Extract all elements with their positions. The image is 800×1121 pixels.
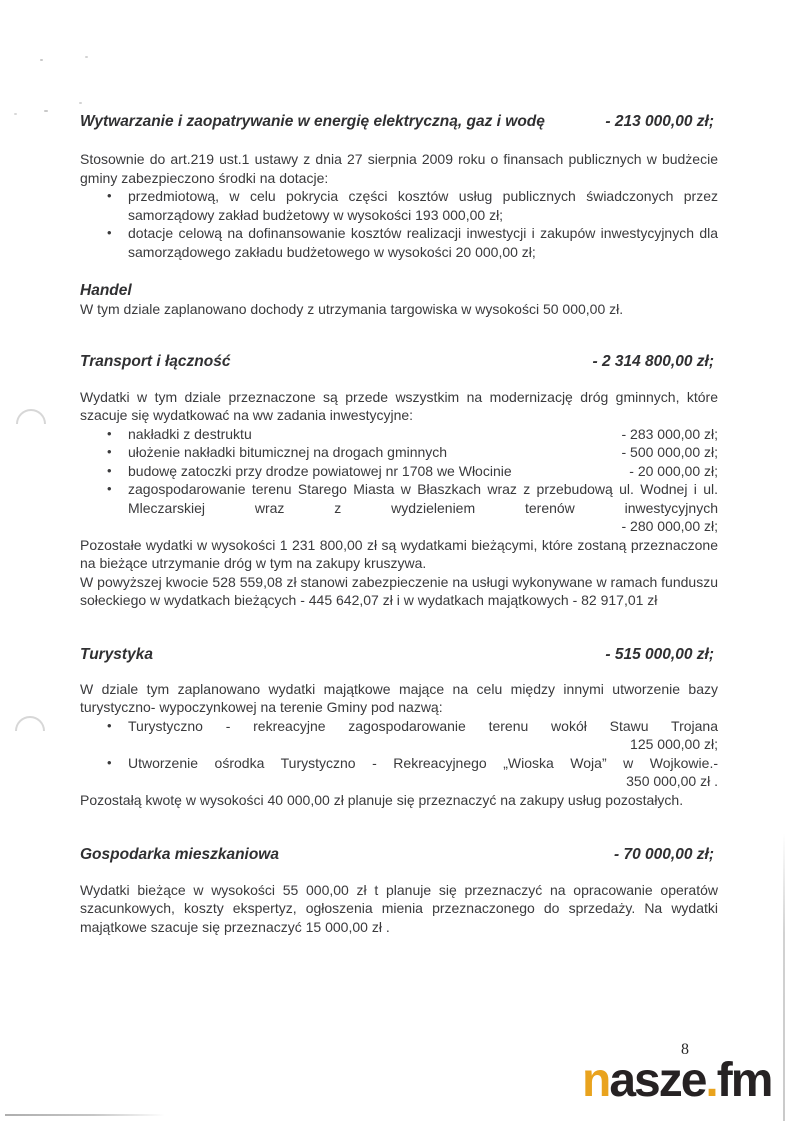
item-amount: 125 000,00 zł; (630, 736, 718, 752)
section-heading-transport (80, 352, 718, 371)
scan-artifact-page-edge-line (783, 833, 785, 1121)
scan-speck (85, 56, 88, 58)
section-title: Wytwarzanie i zaopatrywanie w energię elektryczną, gaz i wodę (80, 113, 545, 130)
scan-speck (14, 113, 17, 115)
bullet-list-transport (80, 425, 718, 536)
scan-speck (79, 102, 82, 104)
bullet-list-turystyka (80, 717, 718, 791)
paragraph-energy-intro: Stosownie do art.219 ust.1 ustawy z dnia 27 sierpnia 2009 roku o finansach publicznych w budżecie gminy zabezpieczono środki na dotacje: (80, 151, 718, 186)
section-title: Gospodarka mieszkaniowa (80, 846, 279, 863)
nasze-fm-logo (582, 1054, 772, 1107)
section-amount: - 70 000,00 zł; (614, 846, 714, 863)
section-title: Transport i łączność (80, 352, 231, 370)
section-amount: - 2 314 800,00 zł; (592, 352, 714, 370)
scan-artifact-bottom-line (5, 1114, 165, 1116)
section-amount: - 515 000,00 zł; (605, 645, 714, 663)
item-label: • budowę zatoczki przy drodze powiatowej nr 1708 we Włocinie (128, 462, 512, 479)
paragraph-transport-2: W powyższej kwocie 528 559,08 zł stanowi zabezpieczenie na usługi wykonywane w ramach funduszu sołeckiego w wydatkach bieżących - 445 642,07 zł i w wydatkach majątkowych - 82 917,01 zł (80, 573, 718, 608)
logo-letter-n: n (582, 1054, 610, 1107)
section-heading-energy (80, 112, 718, 131)
item-amount: - 500 000,00 zł; (621, 444, 718, 460)
scan-artifact-hole-punch-arc (16, 409, 46, 424)
item-amount: - 280 000,00 zł; (621, 518, 718, 534)
section-heading-handel (80, 281, 718, 300)
list-item: • przedmiotową, w celu pokrycia części kosztów usług publicznych świadczonych przez samorządowy zakład budżetowy w wysokości 193 000,00 zł; (80, 187, 718, 224)
list-item: • dotacje celową na dofinansowanie kosztów realizacji inwestycji i zakupów inwestycyjnych dla samorządowego zakładu budżetowego w wysokości 20 000,00 zł; (80, 224, 718, 261)
item-label: • Turystyczno - rekreacyjne zagospodarowanie terenu wokół Stawu Trojana (128, 717, 718, 734)
section-heading-gospodarka (80, 845, 718, 864)
logo-letters-fm: fm (716, 1054, 772, 1107)
paragraph-gospodarka-1: Wydatki bieżące w wysokości 55 000,00 zł t planuje się przeznaczyć na opracowanie operatów szacunkowych, koszty ekspertyz, ogłoszenia mienia przeznaczonego do sprzedaży. Na wydatki majątkowe szacuje się przeznaczyć 15 000,00 zł . (80, 881, 718, 935)
item-label: • Utworzenie ośrodka Turystyczno - Rekreacyjnego „Wioska Woja” w Wojkowie.- (128, 754, 718, 771)
list-item (80, 443, 718, 462)
section-title: Handel (80, 282, 132, 299)
item-amount: - 20 000,00 zł; (629, 462, 718, 479)
paragraph-transport-intro: Wydatki w tym dziale przeznaczone są przede wszystkim na modernizację dróg gminnych, które szacuje się wydatkować na ww zadania inwestycyjne: (80, 388, 718, 423)
section-amount: - 213 000,00 zł; (605, 113, 714, 130)
list-item (80, 462, 718, 481)
item-label: • ułożenie nakładki bitumicznej na drogach gminnych (128, 444, 448, 460)
section-heading-turystyka (80, 645, 718, 664)
page-number: 8 (681, 1041, 689, 1058)
bullet-list-energy (80, 187, 718, 261)
item-label: • nakładki z destruktu (128, 425, 252, 442)
list-item (80, 717, 718, 754)
item-label: • zagospodarowanie terenu Starego Miasta w Błaszkach wraz z przebudową ul. Wodnej i ul. Mleczarskiej wraz z wydzieleniem terenów inwestycyjnych (128, 481, 718, 516)
list-item (80, 480, 718, 536)
logo-letters-asze: asze (609, 1054, 706, 1107)
item-amount: - 283 000,00 zł; (621, 425, 718, 442)
paragraph-turystyka-intro: W dziale tym zaplanowano wydatki majątkowe mające na celu między innymi utworzenie bazy turystyczno- wypoczynkowej na terenie Gminy pod nazwą: (80, 680, 718, 715)
paragraph-handel: W tym dziale zaplanowano dochody z utrzymania targowiska w wysokości 50 000,00 zł. (80, 301, 624, 317)
scan-speck (40, 59, 43, 61)
paragraph-transport-1: Pozostałe wydatki w wysokości 1 231 800,00 zł są wydatkami bieżącymi, które zostaną przeznaczone na bieżące utrzymanie dróg w tym na zakupy kruszywa. (80, 536, 718, 571)
section-title: Turystyka (80, 645, 153, 663)
list-item (80, 425, 718, 444)
logo-dot: . (705, 1054, 717, 1107)
item-amount: 350 000,00 zł . (626, 773, 718, 789)
paragraph-turystyka-1: Pozostałą kwotę w wysokości 40 000,00 zł planuje się przeznaczyć na zakupy usług pozostałych. (80, 791, 684, 808)
list-item (80, 754, 718, 791)
scan-speck (44, 110, 48, 112)
scan-artifact-hole-punch-arc (15, 716, 45, 731)
